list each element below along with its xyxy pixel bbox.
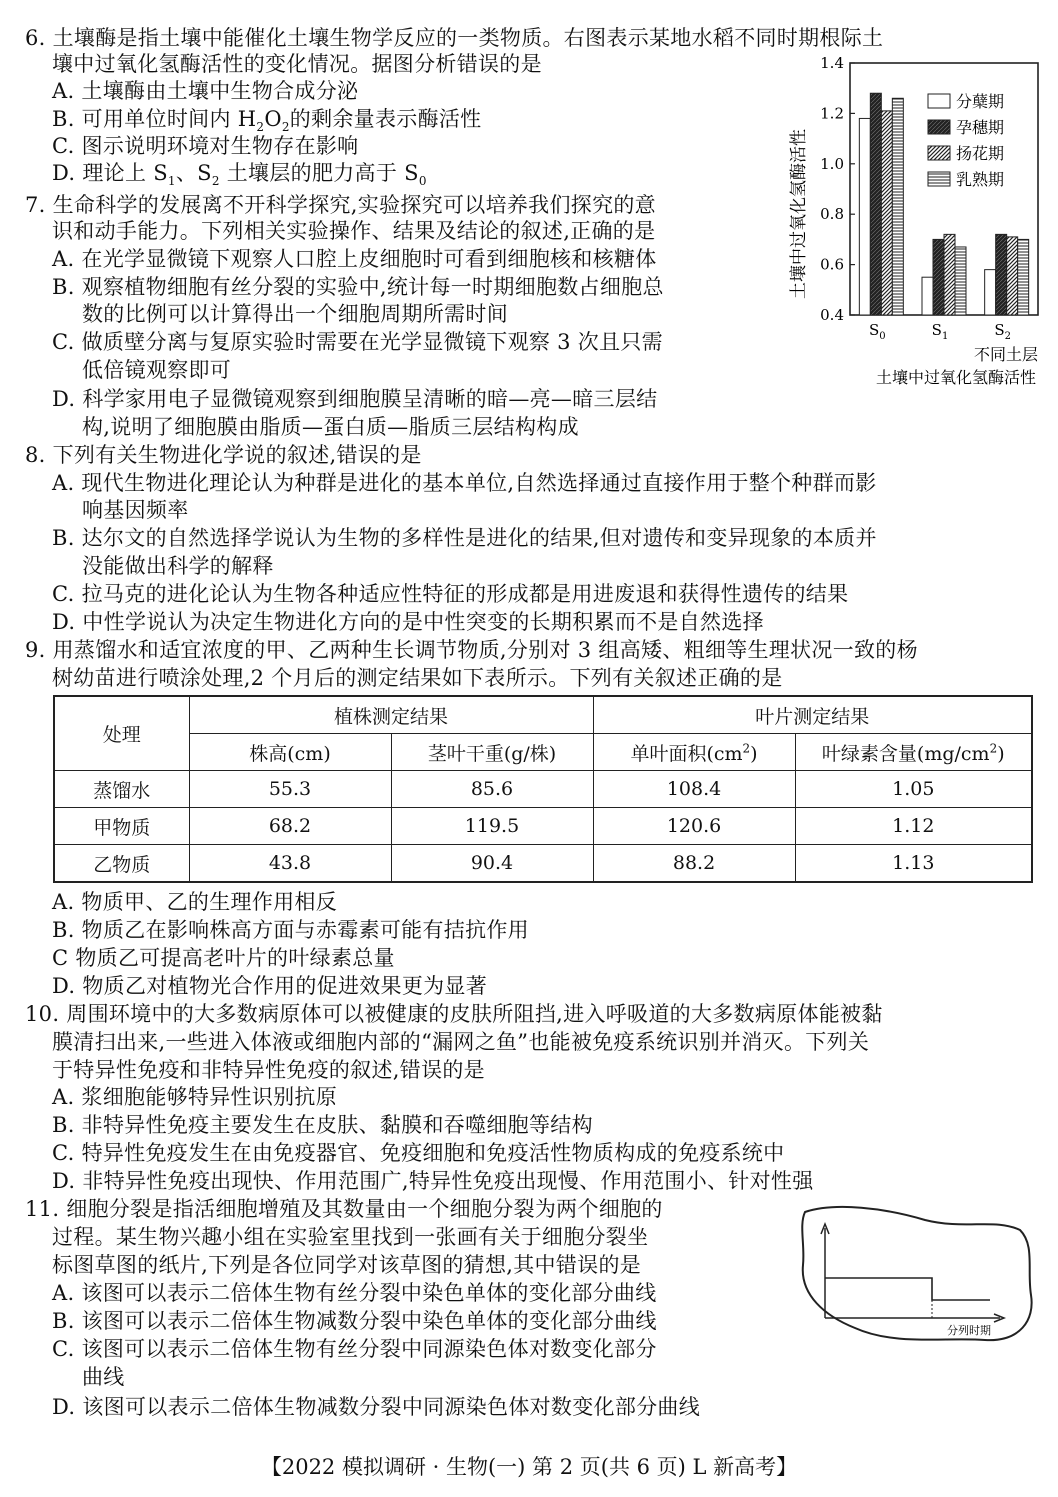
chart-bar [1018,239,1029,315]
table-col-dry-weight: 茎叶干重(g/株) [391,734,593,771]
q7-option-d-line1: D. 科学家用电子显微镜观察到细胞膜呈清晰的暗—亮—暗三层结 [52,387,658,411]
chart-bar [955,247,966,315]
q8-option-b-line2: 没能做出科学的解释 [82,554,274,578]
chart-y-tick-label: 0.6 [820,255,844,274]
q8-stem: 8. 下列有关生物进化学说的叙述,错误的是 [25,443,422,467]
q10-option-c: C. 特异性免疫发生在由免疫器官、免疫细胞和免疫活性物质构成的免疫系统中 [52,1141,785,1165]
q11-stem-line1: 11. 细胞分裂是指活细胞增殖及其数量由一个细胞分裂为两个细胞的 [25,1197,663,1221]
table-cell: 88.2 [593,845,795,883]
page-footer: 【2022 模拟调研 · 生物(一) 第 2 页(共 6 页) L 新高考】 [260,1455,798,1479]
q11-option-a: A. 该图可以表示二倍体生物有丝分裂中染色单体的变化部分曲线 [52,1281,657,1305]
table-col-height: 株高(cm) [189,734,391,771]
q8-option-c: C. 拉马克的进化论认为生物各种适应性特征的形成都是用进废退和获得性遗传的结果 [52,582,849,606]
table-row [54,845,1032,883]
q7-option-b-line2: 数的比例可以计算得出一个细胞周期所需时间 [82,302,508,326]
chart-x-axis-label: 不同土层 [973,345,1038,364]
table-col-leaf-area: 单叶面积$(cm^2)$ [593,734,795,771]
chart-bar [870,93,881,315]
chart-bar [1007,237,1018,315]
q10-option-b: B. 非特异性免疫主要发生在皮肤、黏膜和吞噬细胞等结构 [52,1113,593,1137]
table-cell: 1.05 [795,771,1032,808]
table-cell: 乙物质 [54,845,189,883]
q10-stem-line3: 于特异性免疫和非特异性免疫的叙述,错误的是 [52,1058,485,1082]
chart-legend-label: 孕穗期 [956,118,1005,137]
table-cell: 55.3 [189,771,391,808]
chart-bar [859,118,870,315]
chart-legend-swatch [928,172,950,186]
chart-bar [881,111,892,315]
table-cell: 120.6 [593,808,795,845]
q6-option-b: B. 可用单位时间内 $H_2O_2$的剩余量表示酶活性 [52,107,482,135]
q8-option-b-line1: B. 达尔文的自然选择学说认为生物的多样性是进化的结果,但对遗传和变异现象的本质并 [52,526,877,550]
table-cell: 68.2 [189,808,391,845]
table-cell: 119.5 [391,808,593,845]
q9-option-d: D. 物质乙对植物光合作用的促进效果更为显著 [52,974,488,998]
chart-bar [933,239,944,315]
chart-legend-label: 分蘖期 [956,92,1005,111]
table-cell: 43.8 [189,845,391,883]
q8-option-a-line1: A. 现代生物进化理论认为种群是进化的基本单位,自然选择通过直接作用于整个种群而影 [52,471,877,495]
chart-x-tick-label: $S_2$ [994,321,1011,342]
chart-y-axis-label: 土壤中过氧化氢酶活性 [789,129,809,299]
table-col-chlorophyll: 叶绿素含量$(mg/cm^2)$ [795,734,1032,771]
q9-results-table [53,695,1033,883]
q11-option-b: B. 该图可以表示二倍体生物减数分裂中染色单体的变化部分曲线 [52,1309,657,1333]
chart-x-tick-label: $S_1$ [931,321,949,342]
chart-bar [922,277,933,315]
q9-option-c: C 物质乙可提高老叶片的叶绿素总量 [52,946,395,970]
chart-legend-label: 乳熟期 [956,170,1005,189]
q6-option-d: D. 理论上 $S_1$、$S_2$ 土壤层的肥力高于 $S_0$ [52,161,427,189]
chart-bar [944,234,955,315]
q9-option-b: B. 物质乙在影响株高方面与赤霉素可能有拮抗作用 [52,918,529,942]
q10-stem-line2: 膜清扫出来,一些进入体液或细胞内部的“漏网之鱼”也能被免疫系统识别并消灭。下列关 [52,1030,870,1054]
chart-legend-label: 扬花期 [956,144,1005,163]
q7-stem-line1: 7. 生命科学的发展离不开科学探究,实验探究可以培养我们探究的意 [25,193,656,217]
q8-option-a-line2: 响基因频率 [82,498,189,522]
table-header-leaf: 叶片测定结果 [593,696,1032,734]
chart-y-tick-label: 1.0 [820,154,844,173]
table-cell: 1.13 [795,845,1032,883]
q10-option-d: D. 非特异性免疫出现快、作用范围广,特异性免疫出现慢、作用范围小、针对性强 [52,1169,814,1193]
table-cell: 蒸馏水 [54,771,189,808]
q7-option-c-line2: 低倍镜观察即可 [82,358,232,382]
table-header-plant: 植株测定结果 [189,696,593,734]
chart-title: 土壤中过氧化氢酶活性 [875,368,1036,387]
q11-option-c-line1: C. 该图可以表示二倍体生物有丝分裂中同源染色体对数变化部分 [52,1337,657,1361]
table-cell: 85.6 [391,771,593,808]
chart-bar [892,98,903,315]
chart-legend-swatch [928,146,950,160]
q7-option-b-line1: B. 观察植物细胞有丝分裂的实验中,统计每一时期细胞数占细胞总 [52,275,664,299]
q6-option-c: C. 图示说明环境对生物存在影响 [52,134,359,158]
chart-x-tick-label: $S_0$ [869,321,886,342]
q8-option-d: D. 中性学说认为决定生物进化方向的是中性突变的长期积累而不是自然选择 [52,610,764,634]
table-cell: 108.4 [593,771,795,808]
q11-option-d: D. 该图可以表示二倍体生物减数分裂中同源染色体对数变化部分曲线 [52,1395,701,1419]
chart-y-tick-label: 1.2 [820,104,844,123]
q11-option-c-line2: 曲线 [82,1365,125,1389]
q7-option-a: A. 在光学显微镜下观察人口腔上皮细胞时可看到细胞核和核糖体 [52,247,657,271]
q10-stem-line1: 10. 周围环境中的大多数病原体可以被健康的皮肤所阻挡,进入呼吸道的大多数病原体能被黏 [25,1002,883,1026]
sketch-curve [825,1278,990,1300]
enzyme-activity-bar-chart [780,50,1048,390]
cell-division-sketch [795,1200,1040,1350]
chart-y-tick-label: 0.4 [820,306,844,324]
table-header-treatment: 处理 [54,696,189,771]
chart-legend-swatch [928,120,950,134]
q10-option-a: A. 浆细胞能够特异性识别抗原 [52,1085,338,1109]
chart-y-tick-label: 0.8 [820,205,844,224]
q11-stem-line3: 标图草图的纸片,下列是各位同学对该草图的猜想,其中错误的是 [52,1253,642,1277]
q9-stem-line2: 树幼苗进行喷涂处理,2 个月后的测定结果如下表所示。下列有关叙述正确的是 [52,666,783,690]
q9-option-a: A. 物质甲、乙的生理作用相反 [52,890,338,914]
q7-option-d-line2: 构,说明了细胞膜由脂质—蛋白质—脂质三层结构构成 [82,415,579,439]
chart-bar [985,270,996,315]
q11-stem-line2: 过程。某生物兴趣小组在实验室里找到一张画有关于细胞分裂坐 [52,1225,649,1249]
chart-legend-swatch [928,94,950,108]
table-row [54,771,1032,808]
sketch-x-label: 分列时期 [947,1324,991,1337]
q6-option-a: A. 土壤酶由土壤中生物合成分泌 [52,79,359,103]
table-row [54,808,1032,845]
q6-stem-line1: 6. 土壤酶是指土壤中能催化土壤生物学反应的一类物质。右图表示某地水稻不同时期根际土 [25,26,884,50]
q6-stem-line2: 壤中过氧化氢酶活性的变化情况。据图分析错误的是 [52,52,542,76]
chart-bar [996,234,1007,315]
q9-stem-line1: 9. 用蒸馏水和适宜浓度的甲、乙两种生长调节物质,分别对 3 组高矮、粗细等生理状况一致的杨 [25,638,918,662]
table-cell: 90.4 [391,845,593,883]
table-cell: 甲物质 [54,808,189,845]
table-cell: 1.12 [795,808,1032,845]
q7-stem-line2: 识和动手能力。下列相关实验操作、结果及结论的叙述,正确的是 [52,219,656,243]
chart-y-tick-label: 1.4 [820,54,844,72]
q7-option-c-line1: C. 做质壁分离与复原实验时需要在光学显微镜下观察 3 次且只需 [52,330,663,354]
